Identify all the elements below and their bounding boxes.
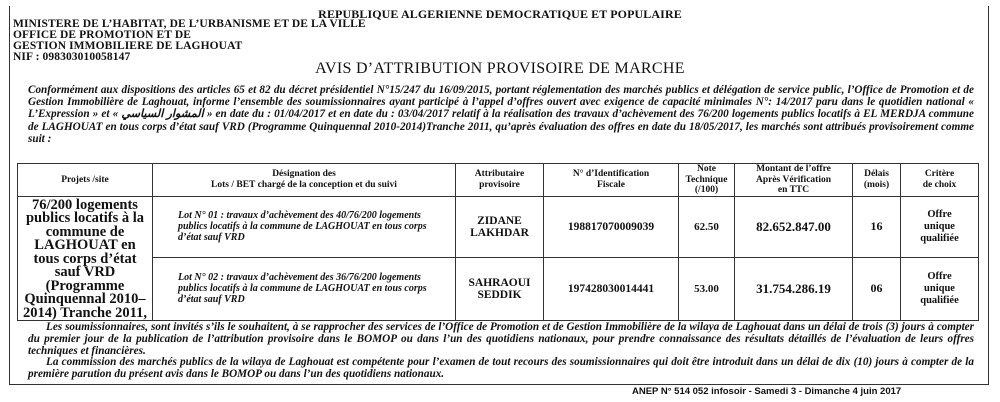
office-heading-1: OFFICE DE PROMOTION ET DE bbox=[13, 29, 191, 41]
montant-cell: 82.652.847.00 bbox=[735, 196, 853, 257]
ministry-heading: MINISTERE DE L’HABITAT, DE L’URBANISME ET DE LA VILLE bbox=[13, 18, 366, 30]
col-header-attributaire: Attributaire provisoire bbox=[456, 164, 544, 197]
col-header-nif: N° d’Identification Fiscale bbox=[544, 164, 679, 197]
col-header-note: Note Technique (/100) bbox=[679, 164, 735, 197]
republic-heading: REPUBLIQUE ALGERIENNE DEMOCRATIQUE ET POPULAIRE bbox=[318, 7, 682, 21]
project-cell: 76/200 logements publics locatifs à la commune de LAGHOUAT en tous corps d’état sauf VRD (Programme Quinquennal 2010–2014) Tranche 2011, bbox=[18, 196, 153, 321]
nif-line: NIF : 098303010058147 bbox=[13, 51, 131, 63]
col-header-critere: Critère de choix bbox=[901, 164, 979, 197]
attributaire-cell: SAHRAOUI SEDDIK bbox=[456, 257, 544, 320]
table-header-row bbox=[18, 164, 979, 197]
col-header-montant: Montant de l’offre Après Vérification en TTC bbox=[735, 164, 853, 197]
col-header-designation: Désignation des Lots / BET chargé de la conception et du suivi bbox=[153, 164, 456, 197]
publication-footer: ANEP N° 514 052 infosoir - Samedi 3 - Dimanche 4 juin 2017 bbox=[632, 386, 902, 397]
critere-cell: Offre unique qualifiée bbox=[901, 257, 979, 320]
recourse-paragraph-2: La commission des marchés publics de la wilaya de Laghouat est compétente pour l’examen de tout recours des soumissionnaires qui doit être introduit dans un délai de dix (10) jours à compter de la première parution du présent avis dans le BOMOP ou dans l’un des quotidiens nationaux. bbox=[28, 356, 974, 381]
nif-cell: 198817070009039 bbox=[544, 196, 679, 257]
intro-paragraph: Conformément aux dispositions des articles 65 et 82 du décret présidentiel N°15/247 du 16/09/2015, portant réglementation des marchés publics et délégation de service public, l’Office de Promotion et de Gestion Immobilière de Laghouat, informe l’ensemble des soumissionnaires ayant participé à l’appel d’offres ouvert avec exigence de capacité minimales N°: 14/2017 paru dans le quotidien national « L’Expression » et « المشوار السياسي » en date du : 01/04/2017 et en date du : 03/04/2017 relatif à la réalisation des travaux d’achèvement des 76/200 logements publics locatifs à EL MERDJA commune de LAGHOUAT en tous corps d’état sauf VRD (Programme Quinquennal 2010-2014)Tranche 2011, qu’après évaluation des offres en date du 18/05/2017, les marchés sont attribués provisoirement comme suit : bbox=[28, 84, 974, 145]
award-table bbox=[17, 163, 979, 321]
note-cell: 53.00 bbox=[679, 257, 735, 320]
delais-cell: 16 bbox=[853, 196, 901, 257]
notice-title: AVIS D’ATTRIBUTION PROVISOIRE DE MARCHE bbox=[315, 60, 685, 77]
table-row bbox=[18, 196, 979, 257]
delais-cell: 06 bbox=[853, 257, 901, 320]
col-header-delais: Délais (mois) bbox=[853, 164, 901, 197]
lot-cell: Lot N° 02 : travaux d’achèvement des 36/76/200 logements publics locatifs à la commune de LAGHOUAT en tous corps d’état sauf VRD bbox=[153, 257, 456, 320]
table-row bbox=[18, 257, 979, 320]
col-header-projets: Projets /site bbox=[18, 164, 153, 197]
note-cell: 62.50 bbox=[679, 196, 735, 257]
critere-cell: Offre unique qualifiée bbox=[901, 196, 979, 257]
montant-cell: 31.754.286.19 bbox=[735, 257, 853, 320]
nif-cell: 197428030014441 bbox=[544, 257, 679, 320]
lot-cell: Lot N° 01 : travaux d’achèvement des 40/76/200 logements publics locatifs à la commune de LAGHOUAT en tous corps d’état sauf VRD bbox=[153, 196, 456, 257]
attributaire-cell: ZIDANE LAKHDAR bbox=[456, 196, 544, 257]
office-heading-2: GESTION IMMOBILIERE DE LAGHOUAT bbox=[13, 40, 243, 52]
recourse-paragraph-1: Les soumissionnaires, sont invités s’ils le souhaitent, à se rapprocher des services de l’Office de Promotion et de Gestion Immobilière de la wilaya de Laghouat dans un délai de trois (3) jours à compter du premier jour de la publication de l’attribution provisoire dans le BOMOP ou dans l’un des quotidiens nationaux, pour prendre connaissance des résultats détaillés de l’évaluation de leurs offres techniques et financières. bbox=[28, 321, 974, 357]
closing-text bbox=[28, 322, 974, 381]
